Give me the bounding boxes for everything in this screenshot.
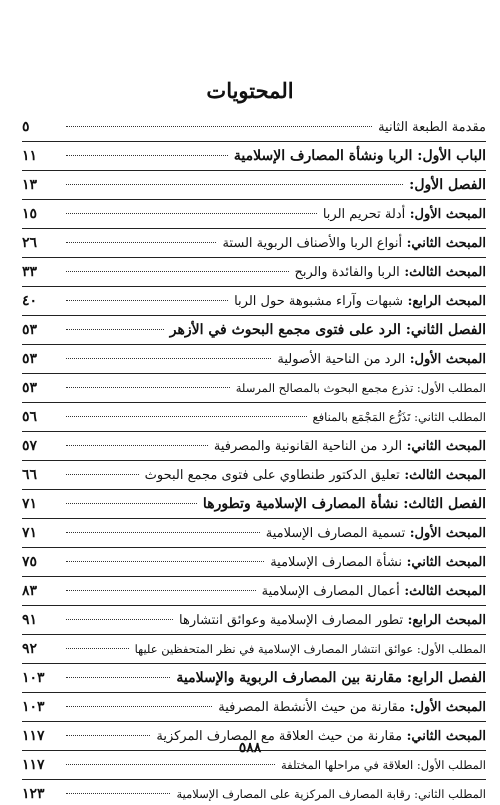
toc-entry-text: نشأة المصارف الإسلامية وتطورها bbox=[202, 496, 399, 512]
toc-entry-title bbox=[218, 697, 486, 718]
row-divider bbox=[22, 257, 486, 258]
toc-entry-title bbox=[277, 349, 486, 370]
toc-entry-text: المطلب الأول: عوائق انتشار المصارف الإسلامية في نظر المتحفظين عليها bbox=[134, 642, 486, 656]
dot-leader bbox=[66, 590, 256, 591]
toc-entry bbox=[22, 464, 486, 486]
toc-entry bbox=[22, 783, 486, 805]
toc-entry-text: تسمية المصارف الإسلامية bbox=[265, 526, 406, 541]
toc-entry-prefix: المبحث الأول: bbox=[405, 700, 486, 715]
toc-entry-prefix: المبحث الأول: bbox=[405, 352, 486, 367]
row-divider bbox=[22, 489, 486, 490]
row-divider bbox=[22, 518, 486, 519]
page-number: ٥٨٨ bbox=[238, 740, 262, 756]
dot-leader bbox=[66, 213, 317, 214]
toc-entry bbox=[22, 203, 486, 225]
row-divider bbox=[22, 692, 486, 693]
toc-entry-prefix: المبحث الثاني: bbox=[402, 555, 486, 570]
toc-entry-text: مقارنة من حيث العلاقة مع المصارف المركزية bbox=[156, 729, 403, 744]
toc-entry-page: ١٠٣ bbox=[22, 699, 45, 715]
toc-entry-page: ٧١ bbox=[22, 496, 38, 512]
table-of-contents bbox=[22, 116, 486, 805]
toc-entry-text: الرد من الناحية القانونية والمصرفية bbox=[213, 439, 403, 454]
dot-leader bbox=[66, 271, 289, 272]
toc-entry-prefix: الفصل الثالث: bbox=[398, 496, 486, 512]
row-divider bbox=[22, 141, 486, 142]
dot-leader bbox=[66, 619, 173, 620]
row-divider bbox=[22, 315, 486, 316]
toc-entry-page: ١٥ bbox=[22, 206, 38, 222]
dot-leader bbox=[66, 677, 170, 678]
row-divider bbox=[22, 576, 486, 577]
dot-leader bbox=[66, 300, 228, 301]
dot-leader bbox=[66, 242, 216, 243]
toc-entry-title bbox=[270, 552, 486, 573]
row-divider bbox=[22, 634, 486, 635]
toc-entry-prefix: الفصل الرابع: bbox=[401, 670, 486, 686]
dot-leader bbox=[66, 474, 139, 475]
toc-entry-text: تعليق الدكتور طنطاوي على فتوى مجمع البحوث bbox=[144, 468, 400, 483]
dot-leader bbox=[66, 561, 264, 562]
toc-entry-title bbox=[176, 667, 486, 689]
toc-entry bbox=[22, 522, 486, 544]
toc-entry-text: أعمال المصارف الإسلامية bbox=[261, 584, 400, 599]
toc-entry-text: مقارنة من حيث الأنشطة المصرفية bbox=[218, 700, 406, 715]
toc-entry-text: نشأة المصارف الإسلامية bbox=[270, 555, 403, 570]
toc-entry-text: تطور المصارف الإسلامية وعوائق انتشارها bbox=[179, 613, 404, 628]
toc-entry-title bbox=[222, 233, 486, 254]
page-title: المحتويات bbox=[206, 78, 294, 103]
toc-entry bbox=[22, 435, 486, 457]
toc-entry-title bbox=[281, 754, 486, 776]
toc-entry-prefix: المبحث الثاني: bbox=[402, 439, 486, 454]
toc-entry bbox=[22, 638, 486, 660]
toc-entry-text: المطلب الثاني: رقابة المصارف المركزية على المصارف الإسلامية bbox=[176, 787, 486, 801]
toc-entry-page: ٥٧ bbox=[22, 438, 38, 454]
toc-entry-page: ١٠٣ bbox=[22, 670, 45, 686]
toc-entry-title bbox=[135, 638, 486, 660]
toc-entry-page: ٦٦ bbox=[22, 467, 38, 483]
dot-leader bbox=[66, 155, 228, 156]
dot-leader bbox=[66, 532, 260, 533]
row-divider bbox=[22, 431, 486, 432]
toc-entry-title bbox=[266, 523, 486, 544]
toc-entry bbox=[22, 754, 486, 776]
toc-entry-title bbox=[236, 377, 486, 399]
toc-entry bbox=[22, 116, 486, 138]
toc-entry bbox=[22, 696, 486, 718]
dot-leader bbox=[66, 648, 129, 649]
row-divider bbox=[22, 286, 486, 287]
toc-entry-page: ١٣ bbox=[22, 177, 38, 193]
toc-entry-page: ١١٧ bbox=[22, 728, 45, 744]
dot-leader bbox=[66, 416, 307, 417]
dot-leader bbox=[66, 387, 230, 388]
toc-entry-text: الرد على فتوى مجمع البحوث في الأزهر bbox=[169, 322, 401, 338]
dot-leader bbox=[66, 358, 271, 359]
toc-entry-text: الفصل الأول: bbox=[409, 177, 486, 193]
toc-entry-page: ١٢٣ bbox=[22, 786, 45, 802]
toc-entry-prefix: المبحث الثاني: bbox=[402, 729, 486, 744]
row-divider bbox=[22, 605, 486, 606]
row-divider bbox=[22, 344, 486, 345]
toc-entry bbox=[22, 667, 486, 689]
toc-entry-text: مقارنة بين المصارف الربوية والإسلامية bbox=[176, 670, 402, 686]
row-divider bbox=[22, 779, 486, 780]
toc-entry bbox=[22, 377, 486, 399]
toc-entry-text: مقدمة الطبعة الثانية bbox=[378, 120, 486, 135]
row-divider bbox=[22, 402, 486, 403]
toc-entry-title bbox=[179, 610, 486, 631]
dot-leader bbox=[66, 126, 372, 127]
toc-entry-prefix: المبحث الأول: bbox=[405, 526, 486, 541]
toc-entry-page: ٥٣ bbox=[22, 351, 38, 367]
toc-entry-title bbox=[234, 145, 486, 167]
toc-entry-prefix: المبحث الرابع: bbox=[403, 294, 486, 309]
toc-entry-prefix: المبحث الثالث: bbox=[399, 584, 486, 599]
toc-entry-prefix: الفصل الثاني: bbox=[400, 322, 486, 338]
toc-entry-title bbox=[313, 406, 486, 428]
toc-entry-title bbox=[203, 493, 486, 515]
toc-entry-title bbox=[409, 174, 486, 196]
toc-entry-prefix: المبحث الثالث: bbox=[399, 468, 486, 483]
toc-entry bbox=[22, 609, 486, 631]
toc-entry bbox=[22, 319, 486, 341]
toc-entry-prefix: الباب الأول: bbox=[412, 148, 486, 164]
toc-entry-page: ١١٧ bbox=[22, 757, 45, 773]
toc-entry-page: ٥٦ bbox=[22, 409, 38, 425]
toc-entry-text: المطلب الثاني: تَذَرُّع المَجْمَع بالمنافع bbox=[312, 410, 486, 424]
row-divider bbox=[22, 199, 486, 200]
toc-entry-prefix: المبحث الثاني: bbox=[402, 236, 486, 251]
toc-entry-page: ٣٣ bbox=[22, 264, 38, 280]
toc-entry-page: ٢٦ bbox=[22, 235, 38, 251]
dot-leader bbox=[66, 793, 170, 794]
toc-entry-page: ٧٥ bbox=[22, 554, 38, 570]
toc-entry-title bbox=[262, 581, 486, 602]
toc-entry-text: الربا والفائدة والربح bbox=[294, 265, 400, 280]
toc-entry-title bbox=[145, 465, 486, 486]
toc-entry bbox=[22, 493, 486, 515]
row-divider bbox=[22, 228, 486, 229]
toc-entry-page: ١١ bbox=[22, 148, 38, 164]
toc-entry-text: الربا ونشأة المصارف الإسلامية bbox=[233, 148, 413, 164]
toc-entry-title bbox=[295, 262, 486, 283]
dot-leader bbox=[66, 329, 164, 330]
toc-entry-title bbox=[214, 436, 486, 457]
toc-entry-text: أدلة تحريم الربا bbox=[322, 207, 406, 222]
dot-leader bbox=[66, 184, 403, 185]
toc-entry-text: المطلب الأول: تذرع مجمع البحوث بالمصالح المرسلة bbox=[235, 381, 486, 395]
dot-leader bbox=[66, 503, 197, 504]
toc-entry-text: شبهات وآراء مشبوهة حول الربا bbox=[234, 294, 404, 309]
toc-entry-page: ٤٠ bbox=[22, 293, 38, 309]
toc-entry-page: ٥ bbox=[22, 119, 30, 135]
toc-entry bbox=[22, 580, 486, 602]
toc-entry-text: المطلب الأول: العلاقة في مراحلها المختلفة bbox=[280, 758, 486, 772]
toc-entry-title bbox=[323, 204, 486, 225]
toc-entry bbox=[22, 348, 486, 370]
toc-entry-text: الرد من الناحية الأصولية bbox=[277, 352, 406, 367]
toc-entry-page: ٩٢ bbox=[22, 641, 38, 657]
toc-entry-prefix: المبحث الأول: bbox=[405, 207, 486, 222]
toc-entry bbox=[22, 232, 486, 254]
dot-leader bbox=[66, 706, 212, 707]
row-divider bbox=[22, 460, 486, 461]
row-divider bbox=[22, 373, 486, 374]
toc-entry-text: أنواع الربا والأصناف الربوية الستة bbox=[222, 236, 403, 251]
toc-entry bbox=[22, 406, 486, 428]
toc-entry-prefix: المبحث الثالث: bbox=[399, 265, 486, 280]
toc-entry-title bbox=[176, 783, 486, 805]
toc-entry bbox=[22, 290, 486, 312]
toc-entry-title bbox=[170, 319, 486, 341]
row-divider bbox=[22, 663, 486, 664]
dot-leader bbox=[66, 764, 275, 765]
dot-leader bbox=[66, 735, 150, 736]
dot-leader bbox=[66, 445, 208, 446]
toc-entry-title bbox=[234, 291, 486, 312]
toc-entry-page: ٧١ bbox=[22, 525, 38, 541]
toc-entry-page: ٩١ bbox=[22, 612, 38, 628]
toc-entry-page: ٥٣ bbox=[22, 380, 38, 396]
toc-entry bbox=[22, 261, 486, 283]
row-divider bbox=[22, 547, 486, 548]
toc-entry-page: ٨٣ bbox=[22, 583, 38, 599]
toc-entry bbox=[22, 145, 486, 167]
toc-entry bbox=[22, 174, 486, 196]
toc-entry bbox=[22, 551, 486, 573]
row-divider bbox=[22, 721, 486, 722]
toc-entry-title bbox=[378, 117, 486, 138]
row-divider bbox=[22, 170, 486, 171]
toc-entry-prefix: المبحث الرابع: bbox=[403, 613, 486, 628]
toc-entry-page: ٥٣ bbox=[22, 322, 38, 338]
